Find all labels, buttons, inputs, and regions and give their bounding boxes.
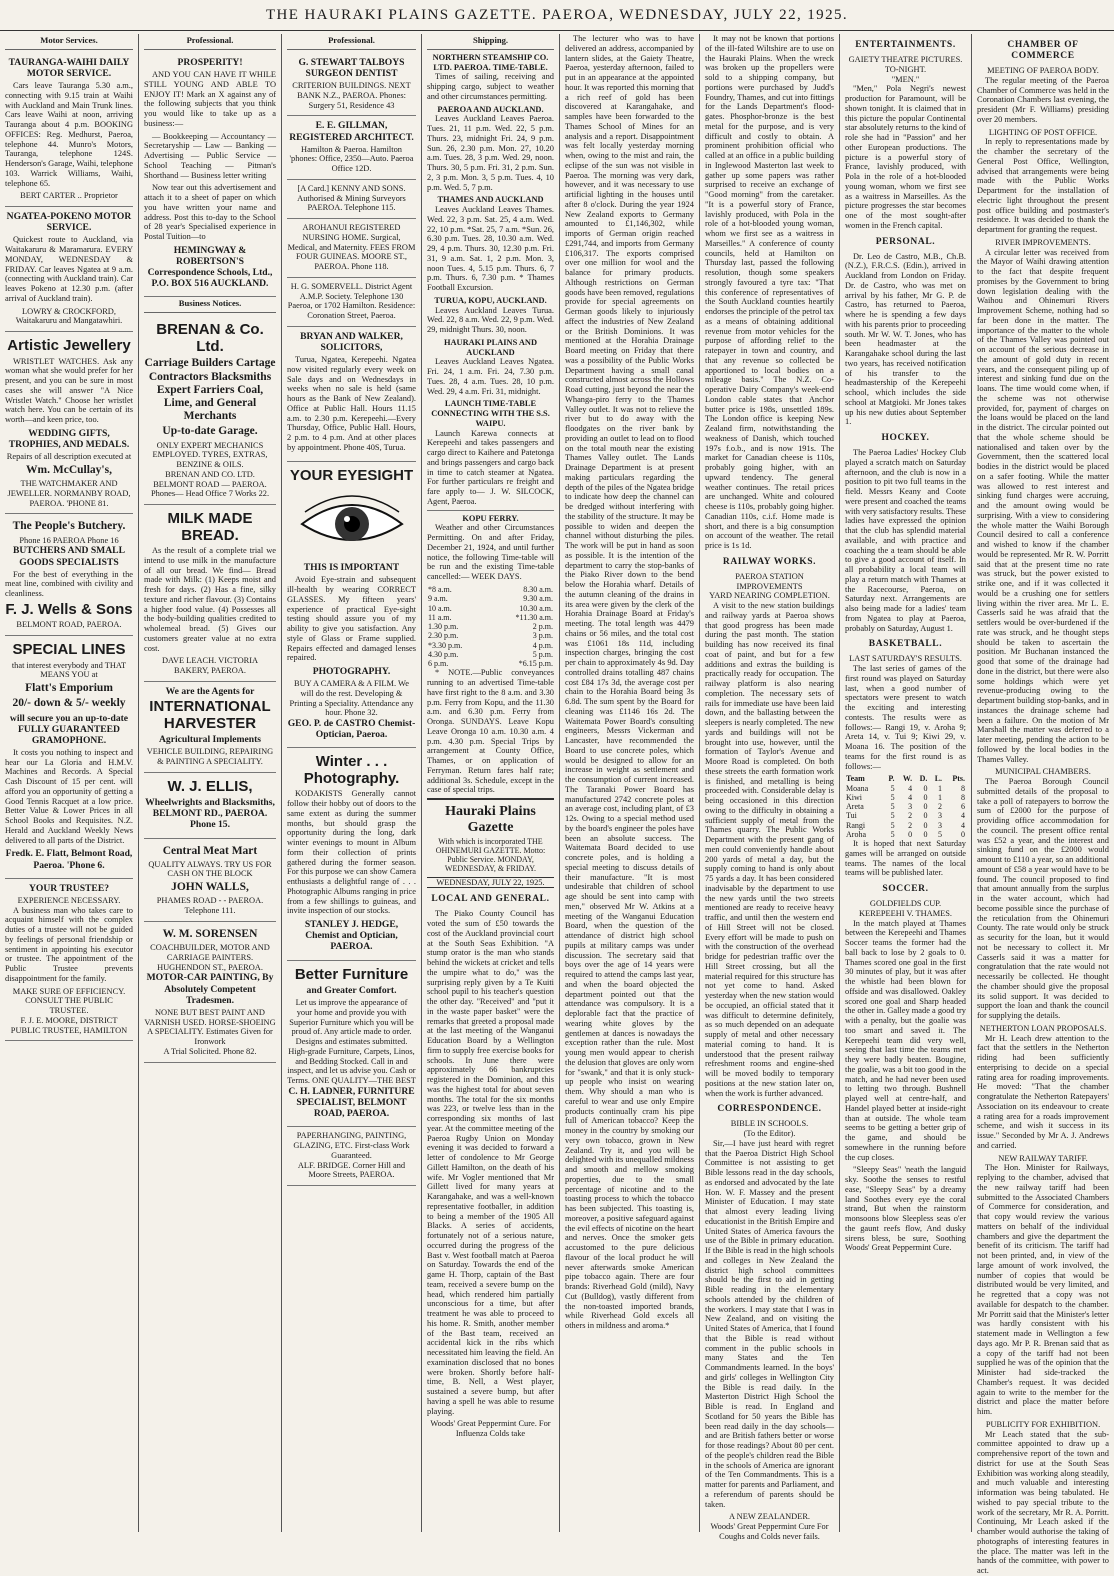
ad-title: BRYAN AND WALKER, SOLICITORS, (300, 330, 403, 354)
ad-body: For the best of everything in the meat line, combined with civility and cleanliness. (5, 569, 133, 599)
timetable-cell: 2.30 p.m. (428, 631, 459, 641)
ad-subhead: EXPERIENCE NECESSARY. (17, 895, 121, 905)
theatre-name: GAIETY THEATRE PICTURES. (848, 55, 963, 65)
ad-phone: Phone 16 PAEROA Phone 16 (19, 535, 119, 545)
standings-cell: 4 (908, 783, 913, 793)
ad-body: Now tear out this advertisement and attach it to a sheet of paper on which you have written your name and address. Post this to-day to the School of 28 year's Specialised experience in Postal Tuition—to (144, 183, 276, 242)
film-title: "MEN." (891, 74, 920, 84)
personal-heading: PERSONAL. (875, 236, 936, 247)
ad-harvester (144, 682, 276, 773)
basketball-body: The last series of games of the first round was played on Saturday last, when a good number of spectators were present to watch the exciting and interesting contests. The results were as follows:— Rangi 19, v. Aroha 9; Areta 14, v. Tui 9; Kiwi 29, v. Moana 16. The position of the teams for the first round is as follows:— (845, 664, 966, 771)
news-body: It may not be known that portions of the ill-fated Wiltshire are to use on the Hauraki Plains. When the wreck was broken up the propellers were sold to a shipping company, but portions were purchased by Judd's Foundry, Thames, and cut into fittings for the Lands Department's flood-gates. Phosphor-bronze is the best metal for the purpose, and is very difficult and costly to obtain. A prominent prohibition official who called at an office in a public building in Inglewood Masterton last week to gather up some papers was rather surprised to receive an exchange of "Good morning" from the caretaker. "It is a powerful story of France, lavishly produced, with Pola in the role of a hot-blooded young woman, whom we first see as a waitress in Marseilles." A conference of county councils, held at Hamilton on Thursday last, passed the following resolution, though some speakers strongly favoured a tyre tax: "That this conference of representatives of the South Auckland counties heartily endorses the principle of the petrol tax as a means of obtaining additional revenue from motor vehicles for the purpose of affording relief to the ratepayer in town and country, and that any revenue so collected be apportioned to local bodies on a mileage basis." The N.Z. Co-operative Dairy Company's week-end London cable states that Anchor butter price is 198s, unsettled 189s. The London office is keeping New Zealand firm, notwithstanding the weakness of Danish, which touched 197s f.o.b., and is now 191s. The market for Canadian cheese is 110s, probably going higher, with an upward tendency. The general weather continues. The retail prices are unchanged. White and coloured cheese is 110s, probably going higher. Canadian 110s, c.i.f. Home made is short, and there is a big consumption on account of the weather. The retail price is 1s 1d. (705, 34, 834, 550)
ad-bryan-walker (287, 327, 416, 462)
tonight-label: TO-NIGHT. (884, 64, 927, 74)
ad-headline: BRENAN & Co. Ltd. (156, 321, 264, 355)
route-title: PAEROA AND AUCKLAND. (437, 104, 544, 114)
ad-gillman (287, 116, 416, 180)
eye-illustration-icon (297, 490, 407, 556)
page-masthead: THE HAURAKI PLAINS GAZETTE. PAEROA, WEDNESDAY, JULY 22, 1925. (0, 0, 1114, 31)
ad-signature: HEMINGWAY & ROBERTSON'S Correspondence Schools, Ltd., P.O. BOX 516 AUCKLAND. (147, 244, 273, 290)
chamber-body: In reply to representations made by the chamber the secretary of the General Post Office, Wellington, advised that arrangements were being made with the Public Works Department for the installation of electric light throughout the present post office building and postmaster's residence. It was decided to thank the department for granting the request. (977, 137, 1109, 235)
ad-body: CRITERION BUILDINGS. NEXT BANK N.Z., PAEROA. Phones: Surgery 51, Residence 43 (292, 81, 411, 110)
chamber-body: The Hon. Minister for Railways, replying to the chamber, advised that the new railway tariff had been submitted to the Associated Chambers of Commerce for consideration, and that copy would review the various matters on behalf of the individual chambers and give the department the benefit of its criticism. The tariff had not been printed, and, in view of the large amount of work involved, the number of copies that would be distributed would be very limited, and he regretted that a copy was not available for despatch to the chamber. Mr Porritt said that the Minister's letter was hardly consistent with his statement made in Wellington a few days ago. Mr P. R. Brenan said that as a copy of the tariff had not been supplied he was of the opinion that the Minister had side-tracked the Chamber's request. It was decided again to write to the member for the district and place the matter before him. (977, 1163, 1109, 1417)
shipping-title: NORTHERN STEAMSHIP CO. LTD. PAEROA. TIME-TABLE. (432, 52, 549, 72)
column-entertainments (840, 34, 972, 1532)
ad-title: TAURANGA-WAIHI DAILY MOTOR SERVICE. (8, 56, 130, 80)
masthead-sub: With which is incorporated THE OHINEMURI GAZETTE. Motto: Public Service. MONDAY, WEDNESDAY, & FRIDAY. (435, 836, 546, 874)
ad-body: AND YOU CAN HAVE IT WHILE STILL YOUNG AND ABLE TO ENJOY IT! Mark an X against any of the following subjects that you think you would like to take up as a business:— (144, 70, 276, 128)
ad-body: It costs you nothing to inspect and hear our La Gloria and H.M.V. Machines and Records. A Special Cash Discount of 15 per cent. will afford you an opportunity of getting a Good Tennis Racquet at a low price. Better Value & Lower Prices in all School Books and Requisites. N.Z. Herald and Auckland Weekly News delivered to all parts of the District. (5, 747, 133, 845)
ferry-note: Weather and other Circumstances Permitting. On and after Friday, December 21, 1924, and until further notice, the following Time-table will be run and the existing Time-table cancelled:— WEEK DAYS. (427, 523, 554, 582)
correspondence-subhead: BIBLE IN SCHOOLS. (730, 1119, 809, 1129)
standings-cell: 5 (938, 829, 943, 839)
section-heading: Shipping. (427, 36, 554, 50)
timetable-cell: 1.30 p.m. (428, 622, 459, 632)
ad-headline: Better Furniture (294, 965, 409, 983)
timetable-cell: *3.30 p.m. (428, 640, 463, 650)
ad-subhead: will secure you an up-to-date FULLY GUARANTEED GRAMOPHONE. (9, 712, 129, 746)
route-title: THAMES AND AUCKLAND (437, 195, 544, 205)
basketball-subhead: LAST SATURDAY'S RESULTS. (849, 654, 962, 664)
section-heading: Professional. (287, 36, 416, 50)
basketball-heading: BASKETBALL. (868, 639, 943, 650)
entertainment-body: "Men," Pola Negri's newest production for Paramount, will be shown tonight. It is claimed that in this picture the popular Continental star absolutely returns to the kind of role she had in "Passion" and her other European productions. The picture is a powerful story of France, lavishly produced, with Pola in the role of a hot-blooded young woman, whom we first see as a waitress in Marseilles. As the picture progresses the star becomes one of the most sought-after women in the French capital. (845, 84, 966, 230)
ad-name: Wm. McCullay's, (26, 463, 112, 476)
railway-subhead: PAEROA STATION IMPROVEMENTS (735, 571, 804, 591)
route-times: Leaves Auckland Leaves Ngatea. Fri. 24, 1 a.m. Fri. 24, 7.30 p.m. Tues. 28, 4 a.m. Tues. 28, 10 p.m. Wed. 29, 4 a.m. Fri. 31, midnight. (427, 357, 554, 396)
ad-title: E. E. GILLMAN, REGISTERED ARCHITECT. (289, 120, 414, 143)
standings-header-cell: L. (934, 774, 943, 784)
ad-title: PROSPERITY! (177, 56, 243, 68)
ad-body: As the result of a complete trial we intend to use milk in the manufacture of all our bread. We find— Bread made with Milk: (1) Keeps moist and fresh for days. (2) Has a fine, silky texture and richer flavour. (3) Contains a higher food value. (4) Possesses all the body-building qualities credited to wholemeal bread. (5) Gives our customers greater value at no extra cost. (144, 546, 276, 653)
ad-body: A business man who takes care to acquaint himself with the complex duties of a trustee will not be guided by feelings of personal friendship or sentiment in appointing his executor or trustee. The appointment of the Public Trustee prevents disappointment for the family. (5, 905, 133, 983)
ad-body: ONLY EXPERT MECHANICS EMPLOYED. TYRES, EXTRAS, BENZINE & OILS. (152, 440, 268, 470)
timetable-cell: 10 a.m. (428, 603, 452, 613)
ad-proprietor: LOWRY & CROCKFORD, Waitakaruru and Mangatawhiri. (15, 306, 123, 326)
standings-cell: Tui (846, 811, 857, 821)
ad-title: YOUR TRUSTEE? (28, 882, 110, 894)
ad-brenan (144, 316, 276, 505)
section-heading: Professional. (144, 36, 276, 50)
chamber-body: The regular meeting of the Paeroa Chamber of Commerce was held in the Coronation Chambers last evening, the president (Mr F. Williams) presiding over 20 members. (977, 75, 1109, 124)
timetable-cell: 4.30 p.m. (428, 649, 459, 659)
ferry-timetable (427, 585, 554, 668)
timetable-cell: 9.30 a.m. (523, 594, 553, 604)
route-title: KOPU FERRY. (427, 510, 554, 524)
column-professional-business (139, 34, 282, 1532)
standings-cell: 8 (961, 783, 965, 793)
ad-proprietor: BERT CARTER .. Proprietor (20, 191, 118, 201)
standings-cell: 3 (908, 802, 913, 812)
ad-headline: Central Meat Mart (162, 844, 258, 857)
ad-address: PHAMES ROAD - - PAEROA. Telephone 111. (156, 896, 264, 916)
timetable-row (427, 641, 554, 650)
ad-signature: ALF. BRIDGE. Corner Hill and Moore Streets, PAEROA. (297, 1160, 406, 1180)
ad-subhead: MOTOR-CAR PAINTING, By Absolutely Competent Tradesmen. (146, 972, 274, 1006)
timetable-cell: *6.15 p.m. (518, 659, 553, 669)
ad-winter-photography (287, 748, 416, 960)
standings-cell: 3 (938, 820, 943, 830)
section-heading: Business Notices. (144, 299, 276, 313)
standings-cell: 0 (908, 829, 913, 839)
ad-signature: BRENAN AND CO. LTD. BELMONT ROAD — PAEROA. Phones— Head Office 7 Works 22. (150, 469, 270, 499)
ad-signature: C. H. LADNER, FURNITURE SPECIALIST, BELMONT ROAD, PAEROA. (288, 1085, 415, 1120)
timetable-cell: 11 a.m. (428, 612, 452, 622)
correspondence-body: Sir,—I have just heard with regret that the Paeroa District High School Committee is not assisting to get Bible lessons read in the day schools, as endorsed and advocated by the late Hon. W. F. Massey and the present Minister of Education. I may state that almost every leading living educationist in the British Empire and United States of America favours the use of the Bible in primary education. If the Bible is read in the high schools and colleges in New Zealand the district high school committees should be the first to aid in getting Bible reading in the elementary schools attended by the children of the workers. I may state that I was in New Zealand, and on visiting the United States of America, that I found that the Bible is read without comment in the public schools in many States and the Ten Commandments learned. In the boys' and girls' colleges in Wellington City the Bible is read daily. In the Masterton District High School the Bible is read. In England and Scotland for 50 years the Bible has been read daily in the day schools—and are British fathers better or worse for those readings? About 80 per cent. of the people's children read the Bible in the schools of America are ignorant of the Ten Commandments. This is a matter for parents and Parliament, and a referendum of parents should be taken. (705, 1138, 834, 1509)
timetable-cell: 3 p.m. (532, 631, 553, 641)
ad-name: JOHN WALLS, (171, 881, 249, 894)
standings-row (845, 811, 966, 820)
basketball-note: It is hoped that next Saturday games will be arranged on outside teams. The names of the local teams will be published later. (845, 839, 966, 878)
standings-cell: 5 (890, 783, 895, 793)
standings-cell: 4 (961, 811, 965, 821)
ad-eyesight (287, 462, 416, 749)
standings-header-cell: P. (888, 774, 895, 784)
standings-row (845, 784, 966, 793)
ad-headline: YOUR EYESIGHT (289, 466, 414, 484)
standings-header-cell: W. (902, 774, 913, 784)
ad-tagline: MAKE SURE OF EFFICIENCY. (12, 986, 126, 996)
ad-repairs: Repairs of all description executed at (6, 452, 132, 462)
railway-body: A visit to the new station buildings and railway yards at Paeroa shows that good progress has been made during the past month. The station building has now received its final coat of paint, and but for a few additions and extras the building is practically ready for occupation. The railway platform is also nearing completion. The necessary sets of rails for immediate use have been laid down, and the ballasting between the sleepers is nearly completed. The new yards and buildings will not be brought into use, however, until the formation of Taylor's Avenue and Moore Road is completed. On both these streets the earth formation work is finished, and metalling is being proceeded with. Considerable delay is being occasioned in this direction owing to the difficulty in obtaining a sufficient supply of metal from the Thames quarry. The Public Works Department with the present gang of men could conveniently handle about 200 yards of metal a day, but the supply coming to hand is only about 75 yards a day. It has been considered inadvisable by the department to use the new yards until the two streets mentioned are ready to receive heavy traffic, and until then the western end of Hill Street will not be closed. Every effort will be made to push on with the construction of the overhead bridge for pedestrian traffic over the Hill Street crossing, but all the material required for this structure has not yet come to hand. Asked yesterday when the new station would be occupied, an official stated that it was difficult to determine definitely, as so much depended on an adequate supply of metal and other necessary material coming to hand. It is understood that the present railway refreshment rooms and engine-shed will be moved bodily to temporary positions at the new station later on, when the work is further advanced. (705, 601, 834, 1098)
ad-headline: Artistic Jewellery (7, 337, 131, 355)
standings-cell: 5 (890, 829, 895, 839)
ad-footer: A Trial Solicited. Phone 82. (163, 1046, 257, 1056)
column-motor-services (0, 34, 139, 1532)
ad-body: NONE BUT BEST PAINT AND VARNISH USED. HORSE-SHOEING A SPECIALITY. Estimates Given for Ironwork (144, 1007, 276, 1047)
timetable-cell: 5 p.m. (532, 649, 553, 659)
correspondence-heading: CORRESPONDENCE. (717, 1104, 822, 1115)
ad-title: NGATEA-POKENO MOTOR SERVICE. (6, 211, 132, 234)
standings-cell: 0 (923, 829, 928, 839)
shipping-note: Times of sailing, receiving and shipping cargo, subject to weather and other circumstances permitting. (427, 72, 554, 101)
ad-body: WRISTLET WATCHES. Ask any woman what she would prefer for her present, and you can be sure in most cases she will answer "A Nice Wristlet Watch." Choose her wristlet watch here. You can be certain of its worth—and keen price, too. (5, 356, 133, 425)
ad-body: [A Card.] KENNY AND SONS. Authorised & Mining Surveyors PAEROA. Telephone 115. (297, 183, 406, 213)
ad-address: THE WATCHMAKER AND JEWELLER. NORMANBY ROAD, PAEROA. 'PHONE 81. (7, 479, 131, 508)
soccer-body: In the match played at Thames between the Kerepeehi and Thames Soccer teams the former had the ball back to lose by 2 goals to 0. Thames scored one goal in the first 30 minutes of play, but it was after the whistle had been blown for offside and was disallowed. Oakley scored one goal and Sharp headed the other in. Galley made a good try with a penalty, but the goalie was too smart and saved it. The Kerepeehi team did very well, seeing that last time the teams met they were badly beaten. Bougine, the goalie, was a bit too good in the match, and he had never been used to letting two through. Bushnell played well at centre-half, and Handel played better at inside-right than at outside. The whole team seems to be getting a better grip of the game, and should be somewhere in the running before the cup closes. (845, 918, 966, 1162)
timetable-row (427, 585, 554, 594)
local-general-heading: LOCAL AND GENERAL. (431, 894, 550, 905)
standings-cell: 8 (961, 792, 965, 802)
standings-row (845, 793, 966, 802)
ad-bridge (287, 1127, 416, 1186)
standings-cell: Kiwi (846, 792, 862, 802)
ad-meat-mart (144, 839, 276, 922)
subsection-heading: MUNICIPAL CHAMBERS. (995, 767, 1091, 777)
timetable-cell: 8.30 a.m. (523, 584, 553, 594)
local-general-body: The Piako County Council has voted the sum of £50 towards the cost of the Auckland provincial court at the South Seas Exhibition. "A stump orator is the man who stands behind the wickets at cricket and tells the umpire what to do," was the surprising reply given by a Te Kuiti school pupil to his teacher's question the other day. "Received" and "put it in the waste paper basket" were the remarks that greeted a proposal made at the last meeting of the Wanganui Education Board by a Wellington firm to supply free exercise books for schools. In June there were approximately 66 bankruptcies registered in the Dominion, and this was the highest total for about seven months. The total for the six months was 223, or twelve less than in the corresponding six months of last year. At the committee meeting of the Paeroa Rugby Union on Monday evening it was decided to forward a letter of condolence to Mr George Gillett Hamilton, on the death of his wife. Mr Vogler mentioned that Mr Gillett lived for many years at Karangahake, and was a well-known representative footballer, in addition to being a member of the 1905 All Blacks. A series of accidents, fortunately not of a serious nature, occurred during the progress of the Bast v. West football match at Paeroa on Saturday. Towards the end of the game H. Thorp, captain of the Bast team, received a severe bump on the head, which rendered him partially unconscious for a time, but after treatment he was able to proceed to his home. R. Smith, another member of the Bast team, received an accidental kick in the ribs which necessitated him leaving the field. An examination disclosed that no bones were broken. Shortly before half-time, B. Nell, a West player, sustained a severe bump, but after having a spell he was able to resume playing. (427, 909, 554, 1416)
ad-headline: W. J. ELLIS, (167, 777, 253, 795)
chamber-body: Mr Leach stated that the sub-committee appointed to draw up a comprehensive report of the town and district for use at the South Seas Exhibition was working along steadily, and much valuable and interesting information was being tabulated. He wished to pay special tribute to the work of the secretary, Mr R. A. Porritt. Continuing, Mr Leach asked if the chamber would authorise the taking of photographs of interesting features in the place. The matter was left in the hands of the committee, with power to act. (977, 1429, 1109, 1576)
ad-milk-bread (144, 505, 276, 682)
standings-cell: 0 (923, 811, 928, 821)
timetable-cell: *11.30 a.m. (515, 612, 553, 622)
standings-cell: 5 (890, 811, 895, 821)
basketball-standings (845, 774, 966, 839)
subsection-heading: RIVER IMPROVEMENTS. (995, 237, 1091, 247)
route-title: TURUA, KOPU, AUCKLAND. (434, 295, 547, 305)
standings-cell: Areta (846, 802, 864, 812)
column-professional-2 (282, 34, 422, 1532)
standings-cell: 6 (961, 802, 965, 812)
hockey-body: The Paeroa Ladies' Hockey Club played a scratch match on Saturday afternoon, and the club is now in a position to pit two full teams in the field. Messrs Keany and Coote were present and coached the teams with very satisfactory results. These ladies have expressed the opinion that the club has splendid material available, and with practice and coaching the a team should be able to give a good account of itself. In all probability a local team will play a return match with Thames at the Racecourse, Paeroa, on Saturday next. Arrangements are also being made for a ladies' team from Ngatea to play at Paeroa, probably on Saturday, August 1. (845, 448, 966, 633)
timetable-cell: *8 a.m. (428, 584, 452, 594)
ad-body: VEHICLE BUILDING, REPAIRING & PAINTING A SPECIALITY. (146, 747, 274, 766)
standings-cell: 2 (938, 802, 943, 812)
ad-butchery (5, 514, 133, 636)
news-body: The lecturer who was to have delivered an address, accompanied by lantern slides, at the Gaiety Theatre, Paeroa, yesterday afternoon, failed to put in an appearance at the appointed hour. It was reported this morning that a rich reef of gold has been discovered at Karangahake, and samples have been forwarded to the Thames School of Mines for an analysis and a report. Disappointment was felt locally yesterday morning when, owing to the mist and rain, the eclipse of the sun was not visible in Paeroa. The morning was very dark, however, and it was necessary to use artificial lighting in the houses until after 8 o'clock. During the year 1924 New Zealand exports to Germany amounted to £1,146,302, while imports of German origin reached £291,744, and imports from Germany £106,317. The exports comprised over one million for wool and the balance for primary products. Although restrictions on German goods have been removed, regulations provide for special agreements on German goods likely to injuriously affect the industries of New Zealand or the British Dominions. It was mentioned at the Horahia Drainage Board meeting on Friday that there was a possibility of the Public Works Department having a small canal constructed almost across the Hollows Road cutting, just beyond the near the Whanga-piro ferry to the Thames Valley outlet. It was not to relieve the river but to do away with the floodgates on the river bank by providing an outlet to lead on to flood on the total mouth near the existing Thames Valley outlet. The Lands Drainage Department is at present making particulars regarding the depth of the piles of the Ngatea bridge to indicate how deep the channel can be dredged without interfering with the stability of the structure. It may be possible to widen and deepen the channel without disturbing the piles. The work will be put in hand as soon as possible. It is the intention of the department to carry the stop-banks of the Piako River down to the bend below the Horahia wharf. Details of the autumn cleaning of the drains in its area were given by the clerk of the Horahia Drainage Board at Friday's meeting. The total length was 4479 chains or 56 miles, and the total cost was £1061 18s 11d, including inspection charges, bringing the cost per chain to approximately 4s 9d. Day controlled drains totalling 487 chains cost £84 17s 3d, the average cost per chain to the Horahia Board being 3s 6.8d. The sum spent by the Board for cleaning was £1146 16s 2d. The Waitemata Power Board's consulting engineers, Messrs Vickerman and Lancaster, have recommended the Board to use concrete poles, which would be designed to allow for an increase in weight as settlement and the consumption of current increased. The Taranaki Power Board has manufactured 2742 concrete poles at an average cost, including plant, of £3 12s. Owing to a special method used by the board's engineer the poles have been an absolute success. The Waitemata Board decided to use concrete poles, and is holding a special meeting to discuss details of their manufacture. "It is most undesirable that children of school age should be sent into camp with men," observed Mr W. Atkins at a meeting of the Wanganui Education Board, when the question of the attendance of district high school pupils at military camps was under discussion. The secretary said that boys over the age of 14 years were required to attend the camps last year, and when the board objected the department pointed out that the attendance was compulsory. It is a deplorable fact that the practice of wearing white gloves by the gentlemen at dances is nowadays the exception rather than the rule. Most young men would appear to cherish the delusion that gloves are only worn for "swank," and that it is only stuck-up people who insist on wearing them. Why should a man who is careful to wear and use only Empire products continually cram his pipe full of American tobacco? Keep the money in the country by smoking our very own tobacco, grown in New Zealand. Try it, and you will be delighted with its unequalled mildness and smooth and mellow smoking properties, due to the small percentage of nicotine and to the toasting process to which the tobacco has been subjected. This toasting is, moreover, a positive safeguard against the evil effects of nicotine on the heart and nerves. Once the smoker gets accustomed to the pure delicious flavour of the local product he will never afterwards smoke American pipe tobacco again. There are four brands: Riverhead Gold (mild), Navy Cut (Bulldog), vastly different from the non-toasted imported brands, while Riverhead Gold excels all others in mildness and aroma.* (565, 34, 694, 1330)
column-chamber-of-commerce (972, 34, 1114, 1576)
standings-cell: 0 (961, 829, 965, 839)
standings-cell: Rangi (846, 820, 866, 830)
route-times: Leaves Auckland Leaves Thames. Wed. 22, 3 p.m. Sat. 25, 4 a.m. Wed. 22, 10 p.m. *Sat. 25, 7 a.m. *Sun. 26, 6.30 p.m. Tues. 28, 10.30 a.m. Wed. 29, 4 p.m. Thurs. 30, 12.30 p.m. Fri. 31, 9 a.m. Sat. 1, 2 p.m. Mon. 3, noon Tues. 4, 5.15 p.m. Thurs. 6, 7 p.m. Thurs. 6, 7.30 p.m. * Thames Football Excursion. (427, 205, 554, 293)
ad-headline: The People's Butchery. (12, 520, 126, 533)
ad-title: G. STEWART TALBOYS SURGEON DENTIST (298, 56, 405, 80)
timetable-cell: 6 p.m. (428, 659, 449, 669)
standings-cell: 5 (890, 820, 895, 830)
ad-headline: W. M. SORENSEN (162, 927, 258, 940)
footer-ad: Woods' Great Peppermint Cure. For Influenza Colds take (430, 1419, 551, 1439)
timetable-cell: 4 p.m. (532, 640, 553, 650)
standings-cell: 0 (923, 783, 928, 793)
ad-name: F. J. Wells & Sons (5, 600, 133, 618)
ad-tagline: CONSULT THE PUBLIC TRUSTEE. (25, 996, 113, 1016)
ad-subhead: BUTCHERS AND SMALL GOODS SPECIALISTS (13, 545, 125, 568)
ad-headline: Winter . . . Photography. (303, 753, 400, 787)
column-news-1 (560, 34, 700, 1532)
ad-kenny (287, 180, 416, 219)
correspondence-signature: A NEW ZEALANDER. (728, 1512, 811, 1522)
issue-date: WEDNESDAY, JULY 22, 1925. (427, 877, 554, 889)
standings-header-cell: Team (846, 774, 865, 784)
ad-public-trustee (5, 879, 133, 1042)
ad-flatts (5, 636, 133, 879)
ad-body: AROHANUI REGISTERED NURSING HOME. Surgical, Medical, and Maternity. FEES FROM FOUR GUINEAS. MOORE ST., PAEROA. Phone 118. (287, 223, 416, 272)
soccer-subhead-2: KEREPEEHI V. THAMES. (858, 908, 953, 918)
route-title: HAURAKI PLAINS AND AUCKLAND (443, 337, 538, 357)
timetable-cell: 9 a.m. (428, 594, 448, 604)
hockey-heading: HOCKEY. (881, 433, 930, 444)
standings-cell: 4 (961, 820, 965, 830)
standings-cell: Aroha (846, 829, 866, 839)
personal-body: Dr. Leo de Castro, M.B., Ch.B. (N.Z.), F.R.C.S. (Edin.), arrived in Auckland from London on Friday. Dr. de Castro, who was met on arrival by his father, Mr G. P. de Castro, has returned to Paeroa, where he is spending a few days with his parents prior to proceeding south. Mr W. W. T. Jones, who has been headmaster at the Karangahake school during the last two years, has received notification of his transfer to the headmastership of the Kerepeehi school, which includes the side school at Matgioki. Mr Jones takes up his new duties about September 1. (845, 251, 966, 427)
ad-jewellery (5, 332, 133, 514)
standings-cell: 0 (923, 792, 928, 802)
railway-subhead-2: YARD NEARING COMPLETION. (709, 591, 830, 601)
ad-headline: MILK MADE BREAD. (167, 510, 253, 544)
standings-cell: 0 (923, 820, 928, 830)
footer-ad: Woods' Great Peppermint Cure For Coughs and Colds never fails. (710, 1522, 829, 1541)
ad-sorensen (144, 922, 276, 1063)
subsection-heading: LIGHTING OF POST OFFICE. (988, 127, 1098, 137)
ad-body: PAPERHANGING, PAINTING, GLAZING, ETC. First-class Work Guaranteed. (293, 1131, 410, 1160)
ad-signature: DAVE LEACH. VICTORIA BAKERY, PAEROA. (161, 656, 259, 676)
standings-cell: 1 (938, 783, 943, 793)
standings-cell: Moana (846, 783, 869, 793)
ad-subhead: THIS IS IMPORTANT (303, 562, 400, 574)
ad-services: Carriage Builders Cartage Contractors Blacksmiths Expert Farriers Coal, Lime, and General Merchants (144, 357, 276, 423)
ad-list: — Bookkeeping — Accountancy — Secretaryship — Law — Banking — Advertising — Public Service — School Teaching — Pitman's Shorthand — Business letter writing (144, 131, 276, 180)
chamber-body: Mr H. Leach drew attention to the fact that the settlers in the Netherton riding had been sufficiently enterprising to decide on a special rating area for roading improvements. He moved: "That the chamber congratulate the Netherton Ratepayers' Association on its endeavour to create a rating area for a roads improvement scheme, and wish it success in its issue." Seconded by Mr A. J. Andrews and carried. (977, 1033, 1109, 1150)
section-heading: Motor Services. (5, 36, 133, 50)
column-shipping (422, 34, 560, 1532)
ad-body: COACHBUILDER, MOTOR AND CARRIAGE PAINTERS. HUGHENDON ST., PAEROA. (150, 943, 270, 972)
ad-body: QUALITY ALWAYS. TRY US FOR CASH ON THE BLOCK (148, 859, 272, 879)
standings-cell: 4 (908, 792, 913, 802)
standings-row (845, 802, 966, 811)
route-title: LAUNCH TIME-TABLE CONNECTING WITH THE S.S. WAIPU. (431, 399, 550, 428)
ad-somervell (287, 278, 416, 327)
ad-body: BUY A CAMERA & A FILM. We will do the rest. Developing & Printing a Speciality. Attendance any hour. Phone 32. (289, 679, 414, 718)
standings-header-cell: Pts. (952, 774, 965, 784)
chamber-body: A circular letter was received from the Mayor of Waihi drawing attention to the fact that despite frequent promises by the Government to bring down legislation dealing with the Waihou and Ohinemuri Rivers Improvement Scheme, nothing had so far been done in the matter. The importance of the matter to the whole of the Thames Valley was pointed out on account of the serious decrease in the amount of gold duty in recent years, and the consequent piling up of interest and sinking fund due on the loans. The time would come when, if the scheme was not otherwise provided, for, payment of charges on the loans would be placed on the land in the district. The circular pointed out that the whole scheme should be nationalised and taken over by the Government, then the scattered local bodies in the district would be placed on a safer footing. While the matter was allowed to rest interest and sinking fund charges were accruing, and the amount owing would be surprising. With a view to considering the whole matter the Waihi Borough Council desired to call a conference and wished to know if the chamber would be represented. Mr R. W. Porritt said that at the present time no rate was struck, but the power existed to strike one, and if it was collected it would be a crushing one for settlers living within the river area. Mr L. E. Casserls said he was afraid that the settlers would be over-burdened if the rate was struck, and he thought steps should be taken to ascertain the position. Mr Buchanan instanced the good that some of the drainage had done in the district, but there were also some holdings which were yet revenue-producing owing to the department building stop-banks, and in instances the drainage scheme had been a failure. On the motion of Mr Marshall the matter was deferred to a later meeting, pending the action to be followed by the local bodies in the Thames Valley. (977, 247, 1109, 764)
subsection-heading: PUBLICITY FOR EXHIBITION. (985, 1419, 1101, 1429)
ad-body: Wheelwrights and Blacksmiths, BELMONT RD., PAEROA. Phone 15. (145, 797, 275, 831)
ad-body: Avoid Eye-strain and subsequent ill-health by wearing CORRECT GLASSES. My fifteen years' experience of practical Eye-sight testing should assure you of my ability to give you satisfaction. Any style of Glass or Frame supplied. Repairs effected and damaged lenses repaired. (287, 575, 416, 663)
route-times: Leaves Auckland Leaves Paeroa. Tues. 21, 11 p.m. Wed. 22, 5 p.m. Thurs. 23, midnight Fri. 24, 9 p.m. Sun. 26, 2.30 p.m. Mon. 27, 10.20 a.m. Tues. 28, 3 p.m. Wed. 29, noon. Thurs. 30, 5 p.m. Fri. 31, 2 p.m. Sun. 2, 3 p.m. Mon. 3, 5 p.m. Tues. 4, 10 p.m. Wed. 5, 7 p.m. (427, 114, 554, 192)
standings-cell: 3 (938, 811, 943, 821)
paper-masthead: Hauraki Plains Gazette (445, 804, 536, 836)
timetable-row (427, 604, 554, 613)
ad-address: BELMONT ROAD, PAEROA. (16, 620, 122, 630)
ad-subhead: PHOTOGRAPHY. (312, 666, 391, 678)
timetable-row (427, 613, 554, 622)
ad-title: We are the Agents for (165, 685, 255, 697)
soccer-heading: SOCCER. (882, 884, 929, 895)
ad-arohanui (287, 219, 416, 278)
column-news-2 (700, 34, 840, 1541)
ad-subhead: Up-to-date Garage. (162, 425, 258, 438)
correspondence-editor: (To the Editor). (743, 1129, 796, 1139)
ad-body: Let us improve the appearance of your home and provide you with Superior Furniture which you will be proud of. Any article made to order. Designs and estimates submitted. High-grade Furniture, Carpets, Linos, and Bedding Stocked. Call in and inspect, and let us advise you. Cash or Terms. ONE QUALITY—THE BEST (287, 998, 416, 1086)
ad-ngatea-pokeno (5, 207, 133, 332)
ad-tauranga-waihi (5, 53, 133, 207)
standings-cell: 5 (890, 792, 895, 802)
timetable-cell: 10.30 a.m. (519, 603, 553, 613)
subsection-heading: NETHERTON LOAN PROPOSALS. (979, 1023, 1107, 1033)
chamber-subhead: MEETING OF PAEROA BODY. (987, 66, 1099, 76)
ad-signature: F. J. E. MOORE, DISTRICT PUBLIC TRUSTEE, HAMILTON (10, 1015, 128, 1035)
standings-row (845, 821, 966, 830)
route-times: Leaves Auckland Leaves Turua. Wed. 22, 8 a.m. Wed. 22, 9 p.m. Wed. 29, midnight Thurs. 30, noon. (427, 305, 554, 335)
ad-signature: GEO. P. de CASTRO Chemist-Optician, Paeroa. (287, 718, 416, 741)
ad-ellis (144, 773, 276, 839)
chamber-heading: CHAMBER OF COMMERCE (1007, 40, 1079, 62)
ad-signature: Fredk. E. Flatt, Belmont Road, Paeroa. 'Phone 6. (5, 848, 133, 871)
ad-subhead: Agricultural Implements (158, 734, 262, 745)
subsection-heading: NEW RAILWAY TARIFF. (998, 1153, 1088, 1163)
ad-headline: SPECIAL LINES (12, 641, 126, 659)
ad-body: Quickest route to Auckland, via Waitakaruru & Maramarura. EVERY MONDAY, WEDNESDAY & FRIDAY. Car leaves Ngatea at 9 a.m. (connecting with Auckland train). Car leaves Pokeno at 12.30 p.m. (after arrival of Auckland train). (5, 235, 133, 303)
standings-row (845, 830, 966, 839)
ad-body: Cars leave Tauranga 5.30 a.m., connecting with 9.15 train at Waihi with Auckland and Main Trunk lines. Cars leave Waihi at noon, arriving Tauranga about 4 p.m. BOOKING OFFICES: Reg. Medhurst, Paeroa, telephone 44. Munro's Motors, Tauranga, telephone 124S. Henderson's Garage, Waihi, telephone 103. Warrick Williams, Waihi, telephone 65. (5, 81, 133, 188)
timetable-row (427, 650, 554, 659)
standings-cell: 1 (938, 792, 943, 802)
ad-subhead: and Greater Comfort. (306, 985, 397, 997)
ad-body: H. G. SOMERVELL. District Agent A.M.P. Society. Telephone 130 Paeroa, or 1702 Hamilton. Residence: Coronation Street, Paeroa. (287, 281, 416, 321)
timetable-row (427, 631, 554, 640)
entertainments-heading: ENTERTAINMENTS. (855, 40, 956, 50)
ad-body: that interest everybody and THAT MEANS YOU at (11, 660, 127, 680)
timetable-row (427, 594, 554, 603)
chamber-body: The Paeroa Borough Council submitted details of the proposal to take a poll of ratepayers to borrow the sum of £2000 for the purpose of providing office accommodation for the council. The present office rental was £52 a year, and the interest and sinking fund on the £2000 would amount to £110 a year, so an additional amount of £58 a year would have to be found. The council proposed to find that amount annually from the surplus in the water account, which had become possible since the purchase of the reticulation from the Ohinemuri County. The rate would only be struck as security for the loan, but it would not be necessary to collect it. Mr Casserls said it was a matter for congratulation that the rate would not necessarily be collected. He thought the chamber should give the proposal its solid support. It was decided to support the loan and thank the council for supplying the details. (977, 777, 1109, 1021)
ad-prosperity (144, 53, 276, 297)
timetable-row (427, 659, 554, 668)
ad-body: KODAKISTS Generally cannot follow their hobby out of doors to the same extent as during the summer months, but should grasp the opportunity during the long, dark winter evenings to mount in Album form their collection of prints gathered during the former season. For this purpose we can show Camera enthusiasts a delightful range of . . . Photographic Albums ranging in price from a few shillings to guineas, and invite inspection of our stocks. (287, 789, 416, 916)
standings-cell: 2 (908, 820, 913, 830)
soccer-subhead: GOLDFIELDS CUP. (869, 899, 942, 909)
verse-ad: "Sleepy Seas" 'neath the languid sky. Soothe the senses to restful ease, "Sleepy Seas" by a dreamy land Soothes every eye the coral strand, But when the rainstorm monsoons blow Sleepless seas o'er the gaunt reefs flow, And dusky sirens bless, be sure, Soothing Woods' Great Peppermint Cure. (845, 1165, 966, 1253)
route-times: Launch Karewa connects at Kerepeehi and takes passengers and cargo direct to Kaihere and Patetonga and brings passengers and cargo back in time to catch steamer at Ngatea. For further particulars re freight and fare apply to— J. W. SILCOCK, Agent, Paeroa. (427, 428, 554, 506)
ad-body: Hamilton & Paeroa. Hamilton 'phones: Office, 2350—Auto. Paeroa Office 12D. (289, 144, 414, 174)
standings-cell: 5 (890, 802, 895, 812)
ad-name: Flatt's Emporium (25, 682, 113, 695)
ad-headline: INTERNATIONAL HARVESTER (149, 698, 271, 732)
timetable-cell: 2 p.m. (532, 622, 553, 632)
ad-signature: STANLEY J. HEDGE, Chemist and Optician, PAEROA. (304, 919, 399, 953)
ad-talboys (287, 53, 416, 117)
standings-cell: 0 (923, 802, 928, 812)
ad-subhead: WEDDING GIFTS, TROPHIES, AND MEDALS. (8, 427, 130, 451)
railway-heading: RAILWAY WORKS. (722, 556, 817, 567)
ad-furniture (287, 961, 416, 1128)
standings-header-cell: D. (919, 774, 928, 784)
ad-body: Turua, Ngatea, Kerepeehi. Ngatea now visited regularly every week on Sale days and on Wednesdays in weeks when no sale is held (same hours as the Bank of New Zealand). Office at Public Hall. Hours 11.15 a.m. to 2.30 p.m. Kerepeehi.—Every Thursday, Office, Public Hall. Hours, 2 p.m. to 4 p.m. And at other places by appointment. Phone 40S, Turua. (287, 355, 416, 452)
ferry-note: * NOTE.—Public conveyances running to an advertised Time-table have first right to the 8 a.m. and 3.30 p.m. Ferry from Kopu, and the 11.30 a.m. and 6.30 p.m. Ferry from Oronga. SUNDAYS. Leave Kopu Leave Oronga 10 a.m. 10.30 a.m. 4 p.m. 4.30 p.m. Special Trips by arrangement at County Office, Thames, or on application of Ferryman. Return fares half rate; additional 3s. Schedule, except in the case of special trips. (427, 668, 554, 795)
standings-cell: 2 (908, 811, 913, 821)
ad-terms: 20/- down & 5/- weekly (12, 697, 126, 710)
timetable-row (427, 622, 554, 631)
